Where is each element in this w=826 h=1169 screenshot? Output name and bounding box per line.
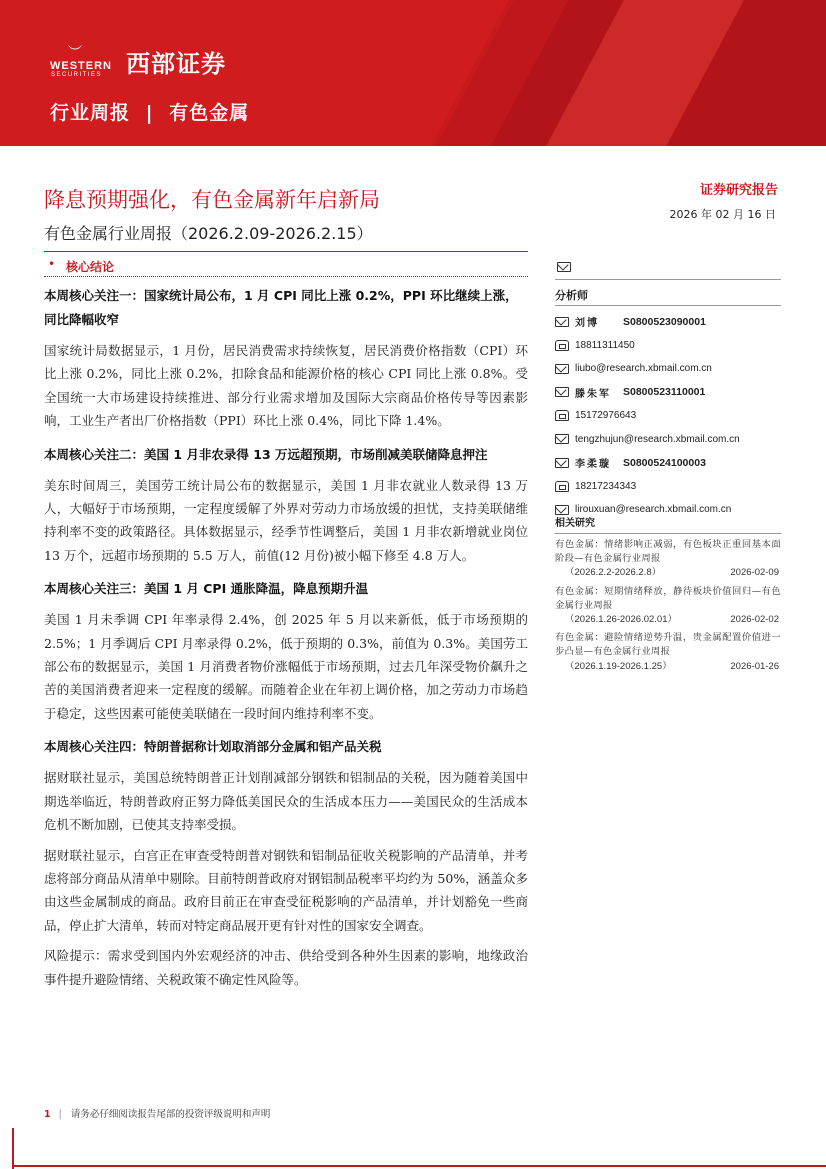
- bullet-icon: •: [48, 257, 56, 271]
- related-item-title: 有色金属：避险情绪逆势升温，贵金属配置价值进一步凸显—有色金属行业周报: [555, 632, 781, 658]
- core-conclusion-header: [44, 251, 528, 277]
- analyst-name: 李柔璇: [575, 459, 611, 471]
- related-research: [555, 514, 781, 674]
- related-item-date: 2026-02-02: [730, 614, 779, 626]
- phone-icon: [555, 410, 569, 421]
- section-paragraph: 据财联社显示，美国总统特朗普正计划削减部分钢铁和铝制品的关税，因为随着美国中期选举临近，特朗普政府正努力降低美国民众的生活成本压力——美国民众的生活成本危机不断加剧，已使其支持率受损。: [44, 770, 528, 833]
- analyst-phone-row: [555, 334, 781, 358]
- analyst-row: [555, 381, 781, 405]
- phone-icon: [555, 481, 569, 492]
- analyst-email[interactable]: liubo@research.xbmail.com.cn: [575, 363, 712, 375]
- logo-en: WESTERN: [50, 59, 112, 72]
- sidebar: [555, 258, 781, 522]
- analyst-phone-row: [555, 404, 781, 428]
- section-heading: 本周核心关注三：美国 1 月 CPI 通胀降温，降息预期升温: [44, 581, 369, 597]
- analyst-code: S0800524100003: [623, 456, 706, 469]
- email-icon: [557, 262, 571, 272]
- analyst-code: S0800523090001: [623, 315, 706, 328]
- sidebar-top: [555, 258, 781, 280]
- analyst-phone: 18811311450: [575, 339, 635, 351]
- section-paragraph: 美国 1 月未季调 CPI 年率录得 2.4%，创 2025 年 5 月以来新低，低于市场预期的 2.5%；1 月季调后 CPI 月率录得 0.2%，低于预期的 0.3%，前值为 0.3%。美国劳工部公布的数据显示，美国 1 月消费者物价涨幅低于市场预期，过去几年深受物价飙升之苦的美国消费者迎来一定程度的缓解。而随着企业在年初上调价格，加之劳动力市场趋于稳定，这些因素可能使美联储在一段时间内维持利率不变。: [44, 612, 528, 721]
- analyst-name: 刘博: [575, 318, 599, 330]
- related-item-range: （2026.1.19-2026.1.25）: [565, 660, 672, 672]
- related-item-title: 有色金属：情绪影响正减弱，有色板块正重回基本面阶段—有色金属行业周报: [555, 539, 781, 565]
- report-type-label: 行业周报: [50, 102, 131, 124]
- footer-separator: |: [58, 1109, 62, 1120]
- analyst-section-title: 分析师: [555, 286, 781, 306]
- page-footer: [44, 1106, 270, 1120]
- email-icon: [555, 458, 569, 468]
- related-research-title: 相关研究: [555, 514, 781, 534]
- section-paragraph: 据财联社显示，白宫正在审查受特朗普对钢铁和铝制品征收关税影响的产品清单，并考虑将部分商品从清单中剔除。目前特朗普政府对钢铝制品税率平均约为 50%，涵盖众多由这些金属制成的商品。政府目前正在审查受征税影响的产品清单，并计划豁免一些商品，停止扩大清单，转而对特定商品展开更有针对性的国家安全调查。: [44, 847, 528, 933]
- section-heading: 本周核心关注一：国家统计局公布，1 月 CPI 同比上涨 0.2%，PPI 环比继续上涨，同比降幅收窄: [44, 288, 518, 327]
- analyst-email-row: [555, 428, 781, 452]
- report-type: [50, 98, 249, 125]
- report-date: 2026 年 02 月 16 日: [669, 208, 776, 221]
- report-subtitle: 有色金属行业周报（2026.2.09-2026.2.15）: [44, 224, 373, 243]
- email-icon: [555, 434, 569, 444]
- analyst-phone: 18217234343: [575, 480, 637, 492]
- footer-corner-line: [12, 1128, 14, 1169]
- related-item-range: （2026.2.2-2026.2.8）: [565, 567, 662, 579]
- logo-mark: [50, 46, 124, 78]
- header-banner: [0, 0, 826, 146]
- email-icon: [555, 364, 569, 374]
- analyst-email[interactable]: tengzhujun@research.xbmail.com.cn: [575, 433, 740, 445]
- section-heading: 本周核心关注四：特朗普据称计划取消部分金属和铝产品关税: [44, 739, 382, 755]
- footer-bottom-line: [12, 1165, 826, 1167]
- logo-cn: 西部证券: [126, 50, 226, 78]
- company-logo: [50, 44, 226, 79]
- analyst-email[interactable]: lirouxuan@research.xbmail.com.cn: [575, 504, 732, 516]
- report-category-label: 证券研究报告: [699, 183, 778, 198]
- related-item[interactable]: [555, 538, 781, 581]
- analyst-email-row: [555, 357, 781, 381]
- core-conclusion-label: 核心结论: [66, 260, 115, 274]
- report-title: 降息预期强化，有色金属新年启新局: [44, 188, 380, 212]
- report-type-separator: |: [145, 102, 154, 124]
- related-item-date: 2026-02-09: [730, 567, 779, 579]
- industry-label: 有色金属: [169, 102, 250, 124]
- section-paragraph: 美东时间周三，美国劳工统计局公布的数据显示，美国 1 月非农就业人数录得 13 万人，大幅好于市场预期，一定程度缓解了外界对劳动力市场放缓的担忧，支持美联储维持利率不变的政策路径。具体数据显示，经季节性调整后，美国 1 月非农新增就业岗位 13 万个，远超市场预期的 5.5 万人，前值(12 月份)被小幅下修至 4.8 万人。: [44, 477, 528, 563]
- related-item[interactable]: [555, 585, 781, 628]
- phone-icon: [555, 340, 569, 351]
- related-item-range: （2026.1.26-2026.02.01）: [565, 614, 677, 626]
- section-paragraph: 国家统计局数据显示，1 月份，居民消费需求持续恢复，居民消费价格指数（CPI）环比上涨 0.2%，同比上涨 0.2%，扣除食品和能源价格的核心 CPI 同比上涨 0.8%。受全国统一大市场建设持续推进、部分行业需求增加及国际大宗商品价格传导等因素影响，工业生产者出厂价格指数（PPI）环比上涨 0.4%，同比下降 1.4%。: [44, 343, 528, 429]
- related-item[interactable]: [555, 631, 781, 674]
- analyst-row: [555, 451, 781, 475]
- email-icon: [555, 317, 569, 327]
- risk-warning: 风险提示：需求受到国内外宏观经济的冲击、供给受到各种外生因素的影响，地缘政治事件提升避险情绪、关税政策不确定性风险等。: [44, 948, 528, 987]
- analyst-code: S0800523110001: [623, 386, 706, 399]
- analyst-row: [555, 310, 781, 334]
- analyst-phone: 15172976643: [575, 410, 637, 422]
- main-content: [44, 284, 528, 991]
- related-item-title: 有色金属：短期情绪释放，静待板块价值回归—有色金属行业周报: [555, 585, 781, 611]
- logo-sub: SECURITIES: [51, 71, 103, 78]
- analyst-name: 滕朱军: [575, 388, 611, 400]
- email-icon: [555, 387, 569, 397]
- bull-horns-icon: ︶: [68, 44, 82, 61]
- footer-note: 请务必仔细阅读报告尾部的投资评级说明和声明: [70, 1109, 271, 1120]
- section-heading: 本周核心关注二：美国 1 月非农录得 13 万远超预期，市场削减美联储降息押注: [44, 446, 488, 462]
- analyst-phone-row: [555, 475, 781, 499]
- page-number: 1: [44, 1109, 51, 1120]
- related-item-date: 2026-01-26: [730, 660, 779, 672]
